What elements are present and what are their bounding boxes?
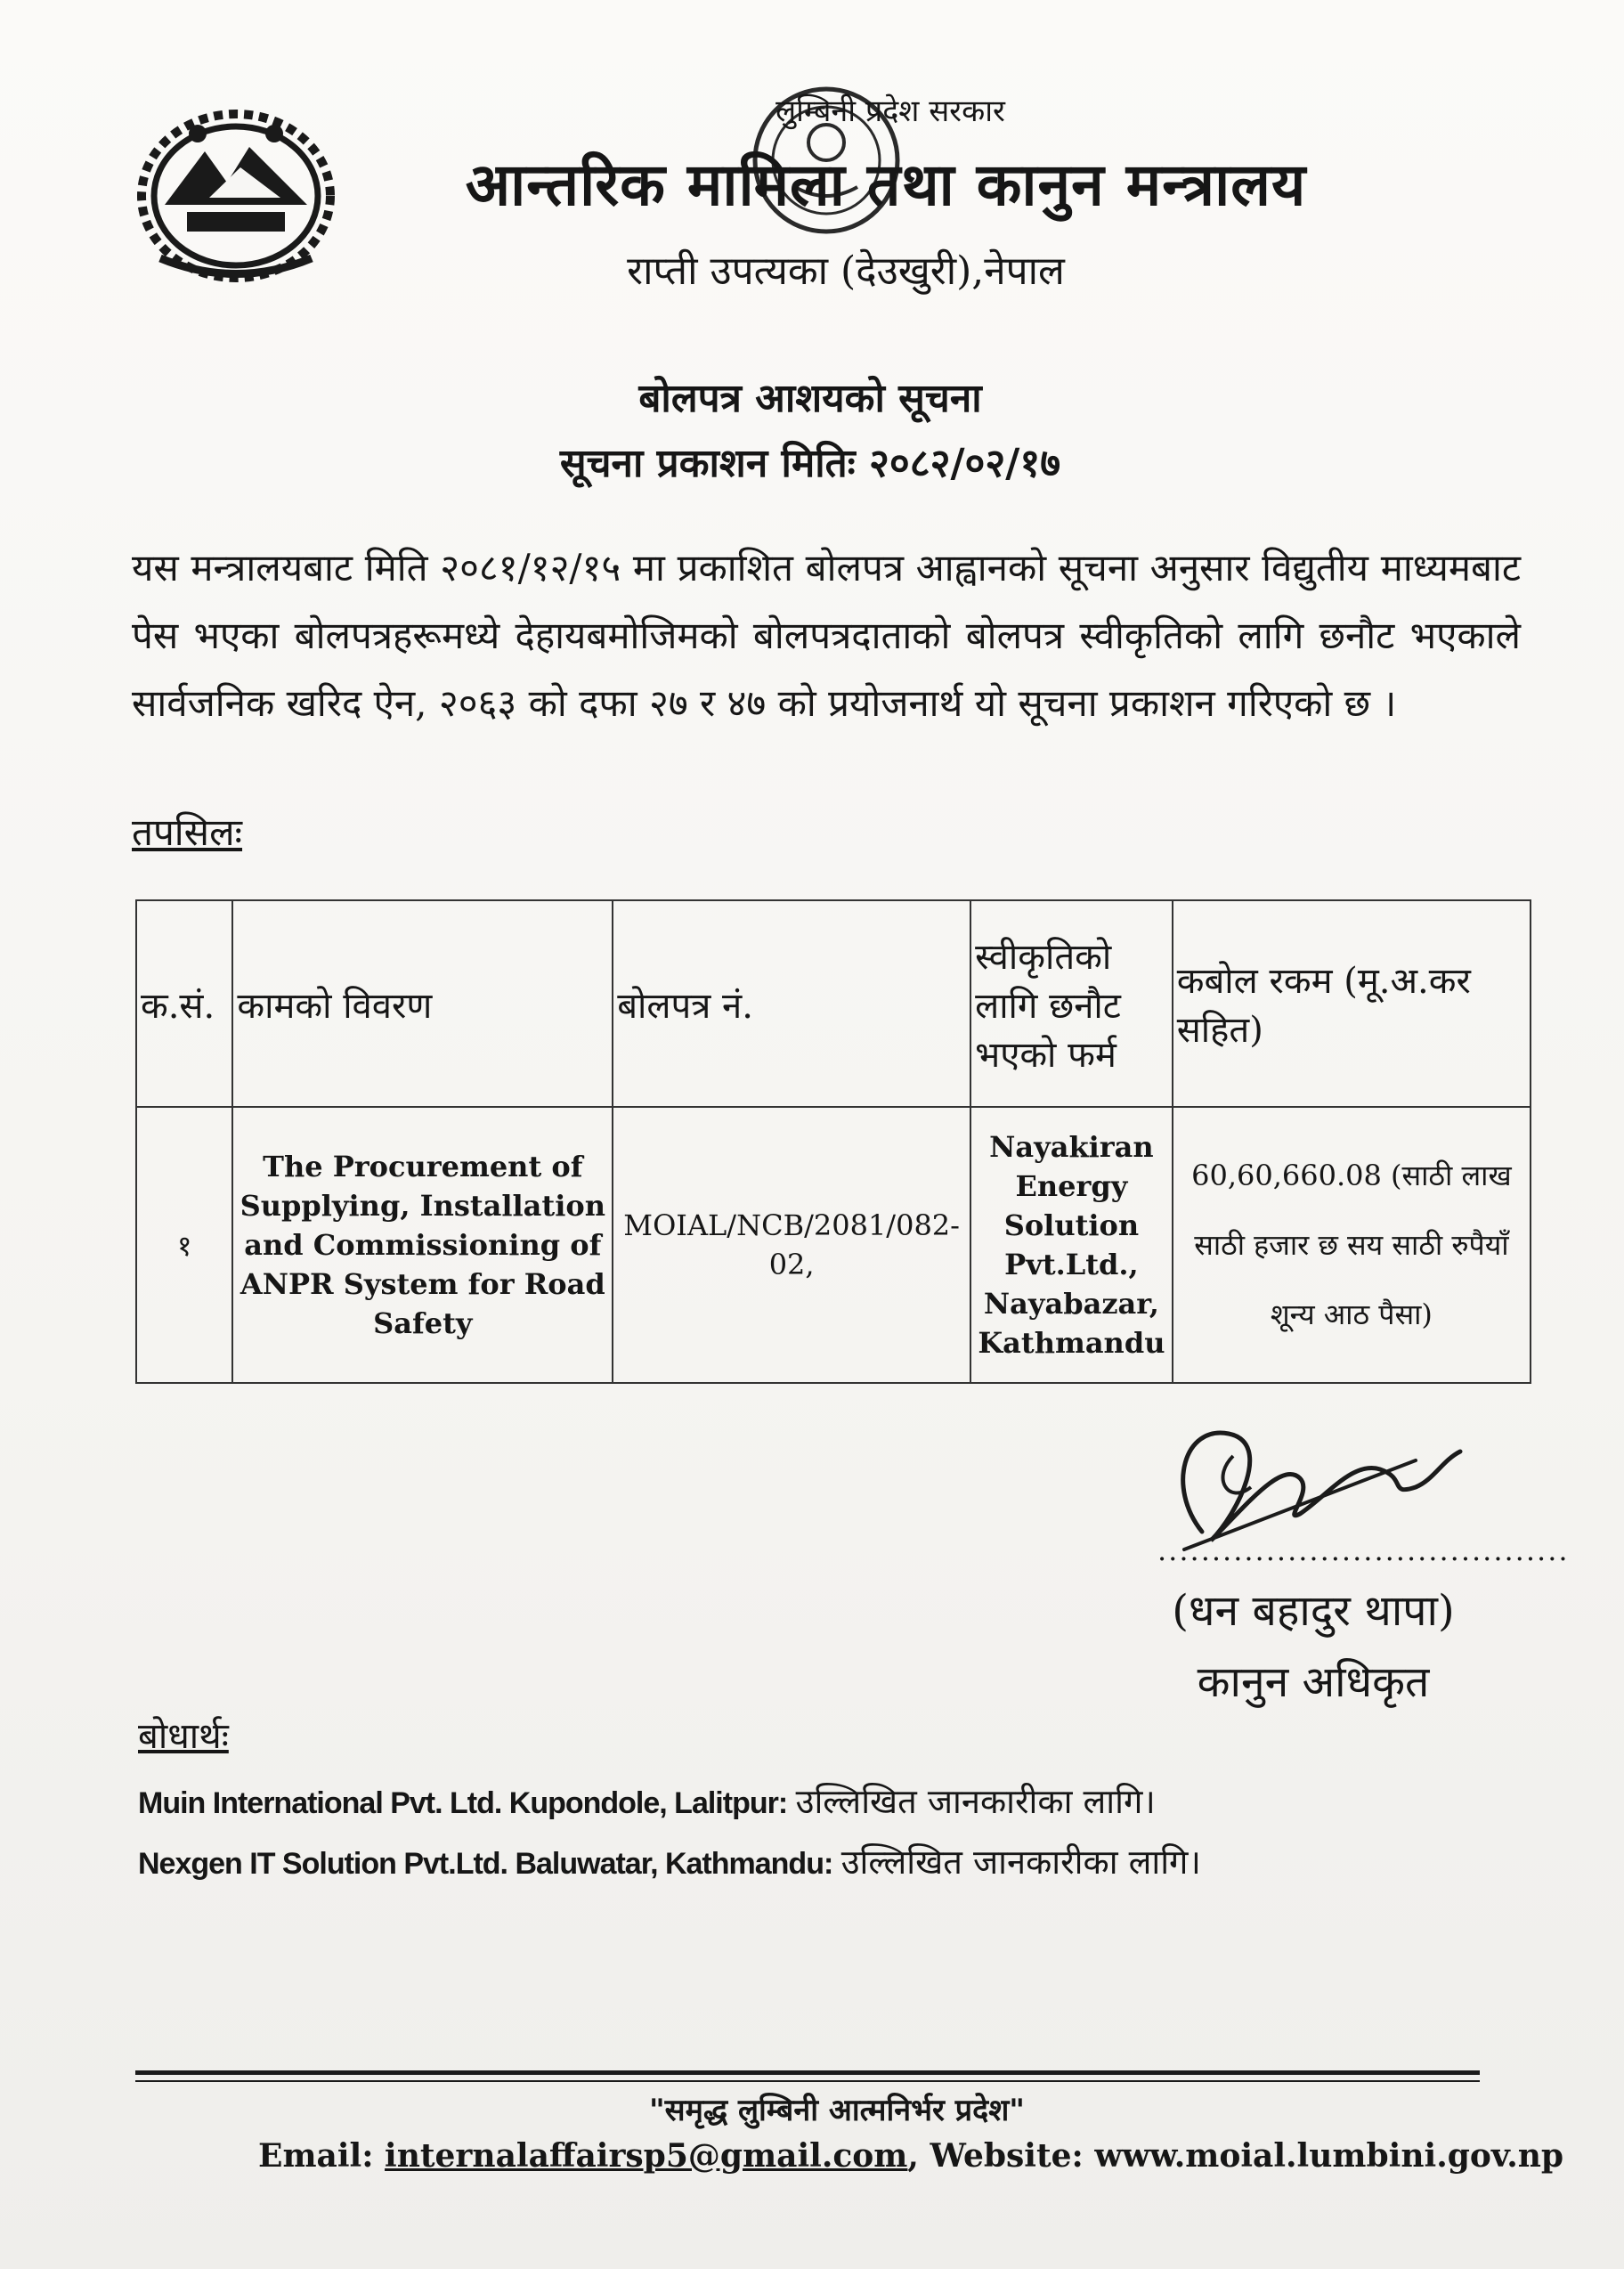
nepal-emblem-icon [125, 98, 347, 289]
cell-serial-number: १ [136, 1107, 232, 1383]
header-work-description: कामको विवरण [232, 900, 613, 1107]
signatory-name: (धन बहादुर थापा) [1172, 1586, 1455, 1636]
bid-details-table [135, 899, 1531, 1384]
website-label: , Website: [907, 2137, 1084, 2175]
copy-to-heading: बोधार्थः [138, 1716, 229, 1757]
government-line: लुम्बिनी प्रदेश सरकार [775, 94, 1005, 129]
notice-body: यस मन्त्रालयबाट मिति २०८१/१२/१५ मा प्रकाशित बोलपत्र आह्वानको सूचना अनुसार विद्युतीय माध्यमबाट पेस भएका बोलपत्रहरूमध्ये देहायबमोजिमको बोलपत्रदाताको बोलपत्र स्वीकृतिको लागि छनौट भएकाले सार्वजनिक खरिद ऐन, २०६३ को दफा २७ र ४७ को प्रयोजनार्थ यो सूचना प्रकाशन गरिएको छ । [132, 546, 1521, 725]
cell-work-description: The Procurement of Supplying, Installation and Commissioning of ANPR System for Road Safety [232, 1107, 613, 1383]
cell-bid-number: MOIAL/NCB/2081/082-02, [613, 1107, 970, 1383]
cell-selected-firm: Nayakiran Energy Solution Pvt.Ltd., Nayabazar, Kathmandu [970, 1107, 1173, 1383]
email-label: Email: [258, 2137, 374, 2175]
header-bid-amount: कबोल रकम (मू.अ.कर सहित) [1173, 900, 1531, 1107]
email-link[interactable]: internalaffairsp5@gmail.com [385, 2137, 908, 2175]
website-link[interactable]: www.moial.lumbini.gov.np [1094, 2137, 1564, 2175]
copy-to-recipient [138, 1838, 1201, 1884]
table-row [136, 1107, 1531, 1383]
footer-divider [135, 2070, 1480, 2075]
details-heading: तपसिलः [132, 810, 243, 854]
notice-publication-date: सूचना प्रकाशन मितिः २०८२/०२/१७ [559, 441, 1061, 486]
header-serial-number: क.सं. [136, 900, 232, 1107]
header-bid-number: बोलपत्र नं. [613, 900, 970, 1107]
recipient-organization: Nexgen IT Solution Pvt.Ltd. Baluwatar, Kathmandu: [138, 1847, 833, 1881]
header-selected-firm: स्वीकृतिको लागि छनौट भएको फर्म [970, 900, 1173, 1107]
recipient-note: उल्लिखित जानकारीका लागि। [795, 1782, 1156, 1821]
signatory-post: कानुन अधिकृत [1197, 1657, 1430, 1707]
recipient-note: उल्लिखित जानकारीका लागि। [840, 1842, 1201, 1882]
recipient-organization: Muin International Pvt. Ltd. Kupondole, Lalitpur: [138, 1786, 788, 1820]
footer-contact [258, 2137, 1564, 2175]
ministry-name: आन्तरिक मामिला तथा कानुन मन्त्रालय [465, 150, 1307, 219]
cell-bid-amount: 60,60,660.08 (साठी लाख साठी हजार छ सय साठी रुपैयाँ शून्य आठ पैसा) [1173, 1107, 1531, 1383]
copy-to-recipient [138, 1777, 1156, 1824]
ministry-address: राप्ती उपत्यका (देउखुरी),नेपाल [627, 248, 1065, 294]
table-header-row [136, 900, 1531, 1107]
signature-line: ...................................... [1157, 1533, 1570, 1567]
footer-divider-thin [135, 2080, 1480, 2082]
footer-slogan: "समृद्ध लुम्बिनी आत्मनिर्भर प्रदेश" [648, 2093, 1026, 2128]
notice-title: बोलपत्र आशयको सूचना [638, 376, 982, 421]
